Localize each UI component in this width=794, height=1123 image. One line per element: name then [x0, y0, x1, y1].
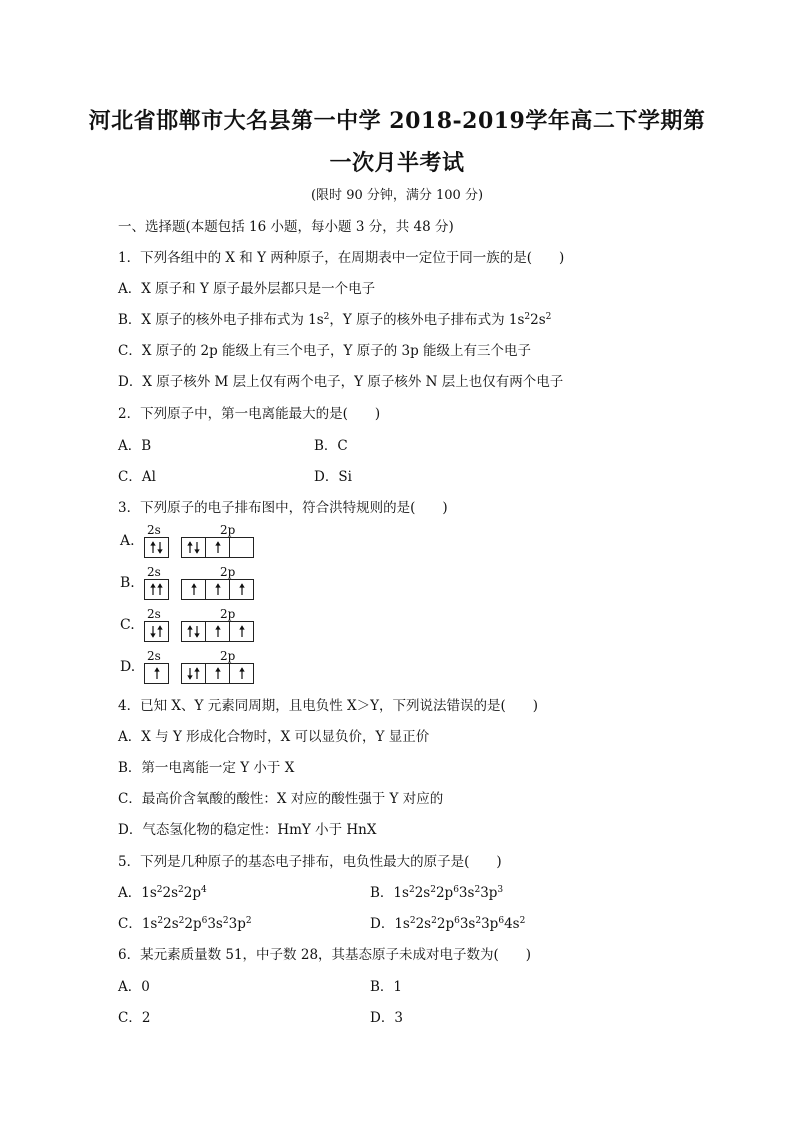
q5-c-label: C．: [118, 916, 142, 932]
config-subshell: 3s: [459, 916, 476, 932]
config-subshell: 2s: [414, 885, 431, 901]
orbital-box: [145, 538, 168, 557]
q2-option-b: B．C: [314, 438, 348, 454]
q5-a-label: A．: [118, 885, 142, 901]
q3-option-a: [120, 523, 320, 559]
q1-option-c: C．X 原子的 2p 能级上有三个电子，Y 原子的 3p 能级上有三个电子: [118, 343, 532, 359]
config-subshell: 2p: [436, 916, 455, 932]
q2-stem: 2．下列原子中，第一电离能最大的是( ): [118, 406, 381, 422]
q2-option-d: D．Si: [314, 469, 352, 485]
config-superscript: 6: [453, 885, 459, 895]
config-subshell: 3p: [228, 916, 246, 932]
config-subshell: 3s: [207, 916, 223, 932]
spin-down-arrow-icon: [150, 625, 156, 638]
config-subshell: 3p: [480, 885, 498, 901]
config-superscript: 2: [222, 916, 229, 926]
q4-option-b: B．第一电离能一定 Y 小于 X: [118, 760, 295, 776]
label-2s: 2s: [147, 607, 161, 621]
config-subshell: 4s: [504, 916, 520, 932]
q3-stem: 3．下列原子的电子排布图中，符合洪特规则的是( ): [118, 500, 448, 516]
q1-option-d: D．X 原子核外 M 层上仅有两个电子，Y 原子核外 N 层上也仅有两个电子: [118, 374, 564, 390]
q4-option-a: A．X 与 Y 形成化合物时，X 可以显负价，Y 显正价: [118, 729, 430, 745]
q3-option-c: [120, 607, 320, 643]
orbital-2s-boxes: [144, 621, 169, 642]
config-subshell: 2s: [162, 885, 179, 901]
label-2p: 2p: [220, 607, 236, 621]
q4-option-d: D．气态氢化物的稳定性：HmY 小于 HnX: [118, 822, 377, 838]
spin-up-arrow-icon: [150, 583, 156, 596]
q3-option-letter: D.: [120, 659, 136, 675]
orbital-box: [182, 580, 206, 599]
orbital-box: [206, 622, 230, 641]
spin-down-arrow-icon: [194, 541, 200, 554]
q5-c-config: [142, 916, 252, 932]
orbital-box: [182, 664, 206, 683]
orbital-box: [230, 538, 253, 557]
orbital-box: [145, 622, 168, 641]
spin-down-arrow-icon: [187, 667, 193, 680]
config-superscript: 3: [497, 885, 504, 895]
orbital-2p-boxes: [181, 663, 254, 684]
spin-down-arrow-icon: [194, 625, 200, 638]
label-2s: 2s: [147, 523, 161, 537]
q6-stem: 6．某元素质量数 51，中子数 28，其基态原子未成对电子数为( ): [118, 947, 532, 963]
label-2p: 2p: [220, 649, 236, 663]
q6-option-c: C．2: [118, 1010, 151, 1026]
spin-up-arrow-icon: [239, 667, 245, 680]
q6-option-d: D．3: [370, 1010, 403, 1026]
spin-up-arrow-icon: [191, 583, 197, 596]
q3-option-b: [120, 565, 320, 601]
q4-option-c: C．最高价含氧酸的酸性：X 对应的酸性强于 Y 对应的: [118, 791, 444, 807]
config-superscript: 2: [157, 916, 164, 926]
config-superscript: 2: [474, 885, 481, 895]
q1-b-text-3: 2s: [530, 312, 546, 328]
q1-b-text-1: B．X 原子的核外电子排布式为 1s: [118, 312, 324, 328]
config-subshell: 2s: [163, 916, 179, 932]
spin-up-arrow-icon: [194, 667, 200, 680]
spin-up-arrow-icon: [239, 625, 245, 638]
q5-option-a: [118, 884, 207, 902]
config-superscript: 6: [498, 916, 505, 926]
q1-b-text-2: ，Y 原子的核外电子排布式为 1s: [329, 312, 525, 328]
q1-option-b: [118, 311, 551, 329]
q5-a-config: [141, 885, 207, 901]
q5-d-config: [394, 916, 525, 932]
spin-up-arrow-icon: [154, 667, 160, 680]
label-2p: 2p: [220, 565, 236, 579]
orbital-2p-boxes: [181, 579, 254, 600]
config-superscript: 2: [178, 885, 184, 895]
q5-option-c: [118, 915, 252, 933]
config-subshell: 3p: [481, 916, 499, 932]
q2-option-a: A．B: [118, 438, 152, 454]
spin-down-arrow-icon: [157, 541, 163, 554]
q3-option-d: [120, 649, 320, 685]
orbital-box: [230, 664, 253, 683]
spin-up-arrow-icon: [215, 625, 221, 638]
q5-b-label: B．: [370, 885, 394, 901]
q1-option-a: A．X 原子和 Y 原子最外层都只是一个电子: [118, 281, 376, 297]
q1-stem: 1．下列各组中的 X 和 Y 两种原子，在周期表中一定位于同一族的是( ): [118, 250, 565, 266]
orbital-box: [230, 580, 253, 599]
config-superscript: 6: [454, 916, 460, 926]
config-superscript: 2: [245, 916, 252, 926]
q5-b-config: [393, 885, 503, 901]
spin-up-arrow-icon: [215, 667, 221, 680]
config-superscript: 2: [178, 916, 185, 926]
spin-up-arrow-icon: [157, 583, 163, 596]
q6-option-a: A．0: [118, 979, 150, 995]
config-superscript: 2: [430, 885, 436, 895]
q1-b-sup-2: 2: [524, 312, 531, 322]
config-superscript: 4: [201, 885, 207, 895]
config-subshell: 1s: [141, 885, 157, 901]
spin-up-arrow-icon: [239, 583, 245, 596]
q4-stem: 4．已知 X、Y 元素同周期，且电负性 X＞Y，下列说法错误的是( ): [118, 698, 539, 714]
orbital-2p-boxes: [181, 621, 254, 642]
config-subshell: 1s: [141, 916, 158, 932]
orbital-box: [145, 580, 168, 599]
orbital-2s-boxes: [144, 537, 169, 558]
spin-up-arrow-icon: [187, 541, 193, 554]
spin-up-arrow-icon: [215, 541, 221, 554]
q5-option-d: [370, 915, 525, 933]
q5-d-label: D．: [370, 916, 395, 932]
config-superscript: 2: [408, 885, 415, 895]
q1-b-sup-3: 2: [545, 312, 552, 322]
exam-subtitle: (限时 90 分钟，满分 100 分): [310, 188, 484, 203]
orbital-box: [230, 622, 253, 641]
spin-up-arrow-icon: [187, 625, 193, 638]
q5-stem: 5．下列是几种原子的基态电子排布，电负性最大的原子是( ): [118, 854, 502, 870]
exam-title-line-1: 河北省邯郸市大名县第一中学 2018-2019学年高二下学期第: [88, 108, 706, 134]
config-subshell: 3s: [458, 885, 475, 901]
orbital-2s-boxes: [144, 663, 169, 684]
config-superscript: 2: [409, 916, 416, 926]
orbital-2p-boxes: [181, 537, 254, 558]
config-superscript: 2: [519, 916, 526, 926]
q2-option-c: C．Al: [118, 469, 156, 485]
orbital-box: [182, 622, 206, 641]
config-subshell: 1s: [393, 885, 409, 901]
config-subshell: 2s: [415, 916, 432, 932]
orbital-box: [206, 580, 230, 599]
spin-up-arrow-icon: [157, 625, 163, 638]
config-superscript: 2: [431, 916, 437, 926]
label-2s: 2s: [147, 565, 161, 579]
orbital-box: [145, 664, 168, 683]
q3-option-letter: C.: [120, 617, 135, 633]
q1-b-sup-1: 2: [323, 312, 330, 322]
config-superscript: 2: [156, 885, 163, 895]
q3-option-letter: B.: [120, 575, 135, 591]
orbital-box: [206, 538, 230, 557]
config-subshell: 2p: [183, 885, 202, 901]
section-heading: 一、选择题(本题包括 16 小题，每小题 3 分，共 48 分): [118, 219, 454, 235]
q3-option-letter: A.: [120, 533, 135, 549]
config-superscript: 2: [475, 916, 482, 926]
config-superscript: 6: [201, 916, 208, 926]
spin-up-arrow-icon: [215, 583, 221, 596]
orbital-box: [206, 664, 230, 683]
label-2s: 2s: [147, 649, 161, 663]
label-2p: 2p: [220, 523, 236, 537]
q6-option-b: B．1: [370, 979, 403, 995]
config-subshell: 1s: [394, 916, 410, 932]
orbital-box: [182, 538, 206, 557]
q5-option-b: [370, 884, 503, 902]
config-subshell: 2p: [435, 885, 454, 901]
spin-up-arrow-icon: [150, 541, 156, 554]
orbital-2s-boxes: [144, 579, 169, 600]
exam-title-line-2: 一次月半考试: [329, 150, 465, 176]
config-subshell: 2p: [184, 916, 202, 932]
